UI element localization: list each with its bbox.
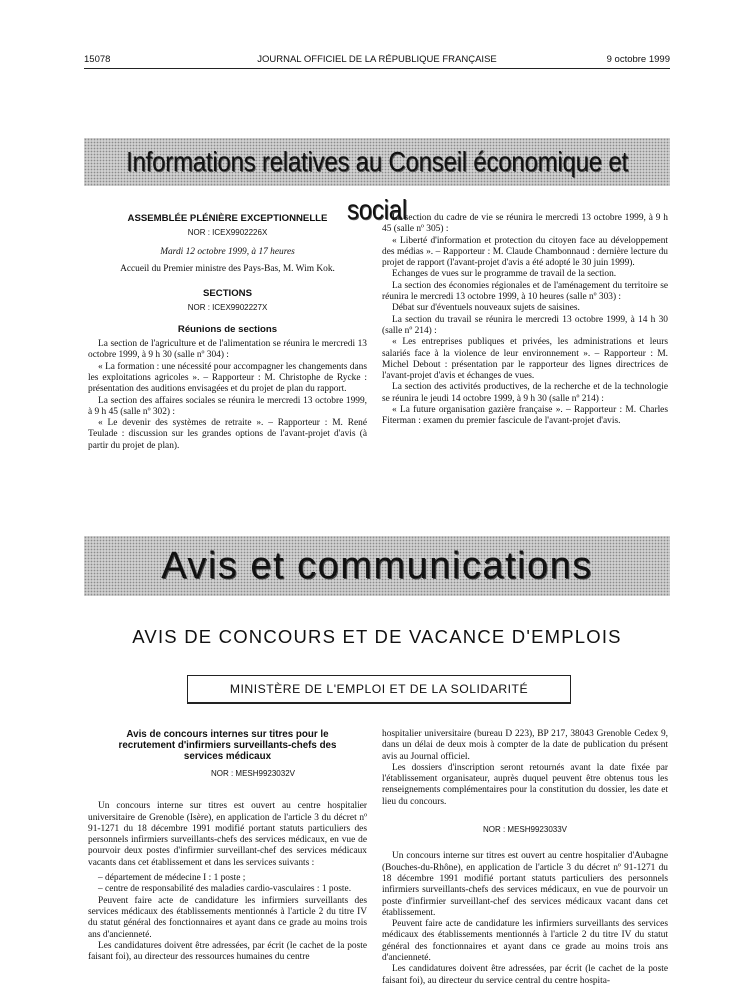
social-intro: La section des affaires sociales se réunira le mercredi 13 octobre 1999, à 9 h 45 (salle nº 302) : <box>88 395 367 417</box>
concours-p2: Peuvent faire acte de candidature les infirmiers surveillants des services médicaux des établissements mentionnés à l'article 2 du titre IV du statut général des fonctionnaires et ayant dans ce grade au moins trois ans d'ancienneté. <box>88 895 367 940</box>
concours-item1: – département de médecine I : 1 poste ; <box>98 873 246 884</box>
eco-text: Débat sur d'éventuels nouveaux sujets de saisines. <box>392 303 580 314</box>
ministry-underline <box>187 702 571 704</box>
agri-text: « La formation : une nécessité pour accompagner les changements dans les exploitations agricoles ». – Rapporteur : M. Christophe de Rycke : présentation des auditions envisagées et du projet de plan du rapport. <box>88 361 367 395</box>
concours-right-p2: Les dossiers d'inscription seront retournés avant la date fixée par l'établissement organisateur, auprès duquel peuvent être obtenus tous les renseignements complémentaires pour la constitution du dossier, les date et lieu du concours. <box>382 762 668 807</box>
avis-banner <box>84 536 670 596</box>
agri-intro: La section de l'agriculture et de l'alimentation se réunira le mercredi 13 octobre 1999, à 9 h 30 (salle nº 304) : <box>88 339 367 361</box>
travail-text: « Les entreprises publiques et privées, les administrations et leurs salariés face à la violence de leur environnement ». – Rapporteur : M. Michel Debout : présentation par le rapporteur des lignes directrices de l'avant-projet d'avis et échanges de vues. <box>382 337 668 382</box>
header-rule <box>84 68 670 69</box>
concours-item2: – centre de responsabilité des maladies cardio-vasculaires : 1 poste. <box>98 884 352 895</box>
ministry-box <box>187 675 571 703</box>
avis-banner-title: Avis et communications <box>161 545 593 587</box>
concours-right-p3: Un concours interne sur titres est ouvert au centre hospitalier d'Aubagne (Bouches-du-Rhône), en application de l'article 3 du décret nº 91-1271 du 18 décembre 1991 modifié portant statuts particuliers des personnels infirmiers surveillants-chefs des services médicaux, en vue de pourvoir un poste d'infirmier surveillant-chef des services médicaux vacant dans cet établissement. <box>382 851 668 918</box>
cadre-text: « Liberté d'information et protection du citoyen face au développement des médias ». – Rapporteur : M. Claude Chambonnaud : dernière lecture du projet de rapport (l'avant-projet d'avis a été adopté le 30 juin 1999). <box>382 235 668 269</box>
prod-text: « La future organisation gazière française ». – Rapporteur : M. Charles Fiterman : examen du premier fascicule de l'avant-projet d'avis. <box>382 405 668 427</box>
concours-nor-1: NOR : MESH9923032V <box>210 769 295 778</box>
sections-nor: NOR : ICEX9902227X <box>187 303 268 313</box>
assembly-nor: NOR : ICEX9902226X <box>187 228 268 238</box>
concours-left-column <box>88 729 367 963</box>
travail-intro: La section du travail se réunira le mercredi 13 octobre 1999, à 14 h 30 (salle nº 214) : <box>382 314 668 336</box>
social-text: « Le devenir des systèmes de retraite ». – Rapporteur : M. René Teulade : discussion sur les grandes options de l'avant-projet d'avis (à partir du projet de plan). <box>88 418 367 451</box>
journal-title: JOURNAL OFFICIEL DE LA RÉPUBLIQUE FRANÇAISE <box>257 54 497 65</box>
prod-intro: La section des activités productives, de la recherche et de la technologie se réunira le jeudi 14 octobre 1999, à 9 h 30 (salle nº 214) : <box>382 382 668 404</box>
issue-date: 9 octobre 1999 <box>606 54 670 65</box>
concours-title: Avis de concours internes sur titres pour le recrutement d'infirmiers surveillants-chefs des services médicaux <box>118 729 337 762</box>
cadre-text2: Echanges de vues sur le programme de travail de la section. <box>392 269 617 280</box>
ces-banner-title: Informations relatives au Conseil économique et social <box>126 146 628 225</box>
concours-p3: Les candidatures doivent être adressées, par écrit (le cachet de la poste faisant foi), au directeur des ressources humaines du centre <box>88 940 367 963</box>
assembly-date: Mardi 12 octobre 1999, à 17 heures <box>160 246 295 257</box>
ces-right-column <box>382 213 668 428</box>
concours-right-column <box>382 729 668 987</box>
assembly-title: ASSEMBLÉE PLÉNIÈRE EXCEPTIONNELLE <box>127 213 328 224</box>
concours-right-p4: Peuvent faire acte de candidature les infirmiers surveillants des services médicaux des établissements mentionnés à l'article 2 du titre IV du statut général des fonctionnaires et ayant dans ce grade au moins trois ans d'ancienneté. <box>382 919 668 964</box>
page-number: 15078 <box>84 54 111 65</box>
assembly-text: Accueil du Premier ministre des Pays-Bas, M. Wim Kok. <box>120 263 335 274</box>
cadre-intro: La section du cadre de vie se réunira le mercredi 13 octobre 1999, à 9 h 45 (salle nº 305) : <box>382 213 668 235</box>
meetings-title: Réunions de sections <box>177 323 278 335</box>
concours-right-p1: hospitalier universitaire (bureau D 223), BP 217, 38043 Grenoble Cedex 9, dans un délai de deux mois à compter de la date de publication du présent avis au Journal officiel. <box>382 729 668 762</box>
ministry-name: MINISTÈRE DE L'EMPLOI ET DE LA SOLIDARITÉ <box>229 682 529 696</box>
concours-right-p5: Les candidatures doivent être adressées, par écrit (le cachet de la poste faisant foi), au directeur du service central du centre hospita- <box>382 964 668 986</box>
ces-left-column <box>88 213 367 452</box>
concours-nor-2: NOR : MESH9923033V <box>482 825 568 835</box>
eco-intro: La section des économies régionales et de l'aménagement du territoire se réunira le mercredi 13 octobre 1999, à 10 heures (salle nº 303) : <box>382 280 668 303</box>
avis-concours-title: AVIS DE CONCOURS ET DE VACANCE D'EMPLOIS <box>132 626 622 647</box>
sections-title: SECTIONS <box>202 288 253 300</box>
concours-p1: Un concours interne sur titres est ouvert au centre hospitalier universitaire de Grenoble (Isère), en application de l'article 3 du décret nº 91-1271 du 18 décembre 1991 modifié portant statuts particuliers des personnels infirmiers surveillants-chefs des services médicaux, en vue de pourvoir deux postes d'infirmier surveillant-chef des services médicaux vacants dans cet établissement et dans les services suivants : <box>88 801 367 868</box>
